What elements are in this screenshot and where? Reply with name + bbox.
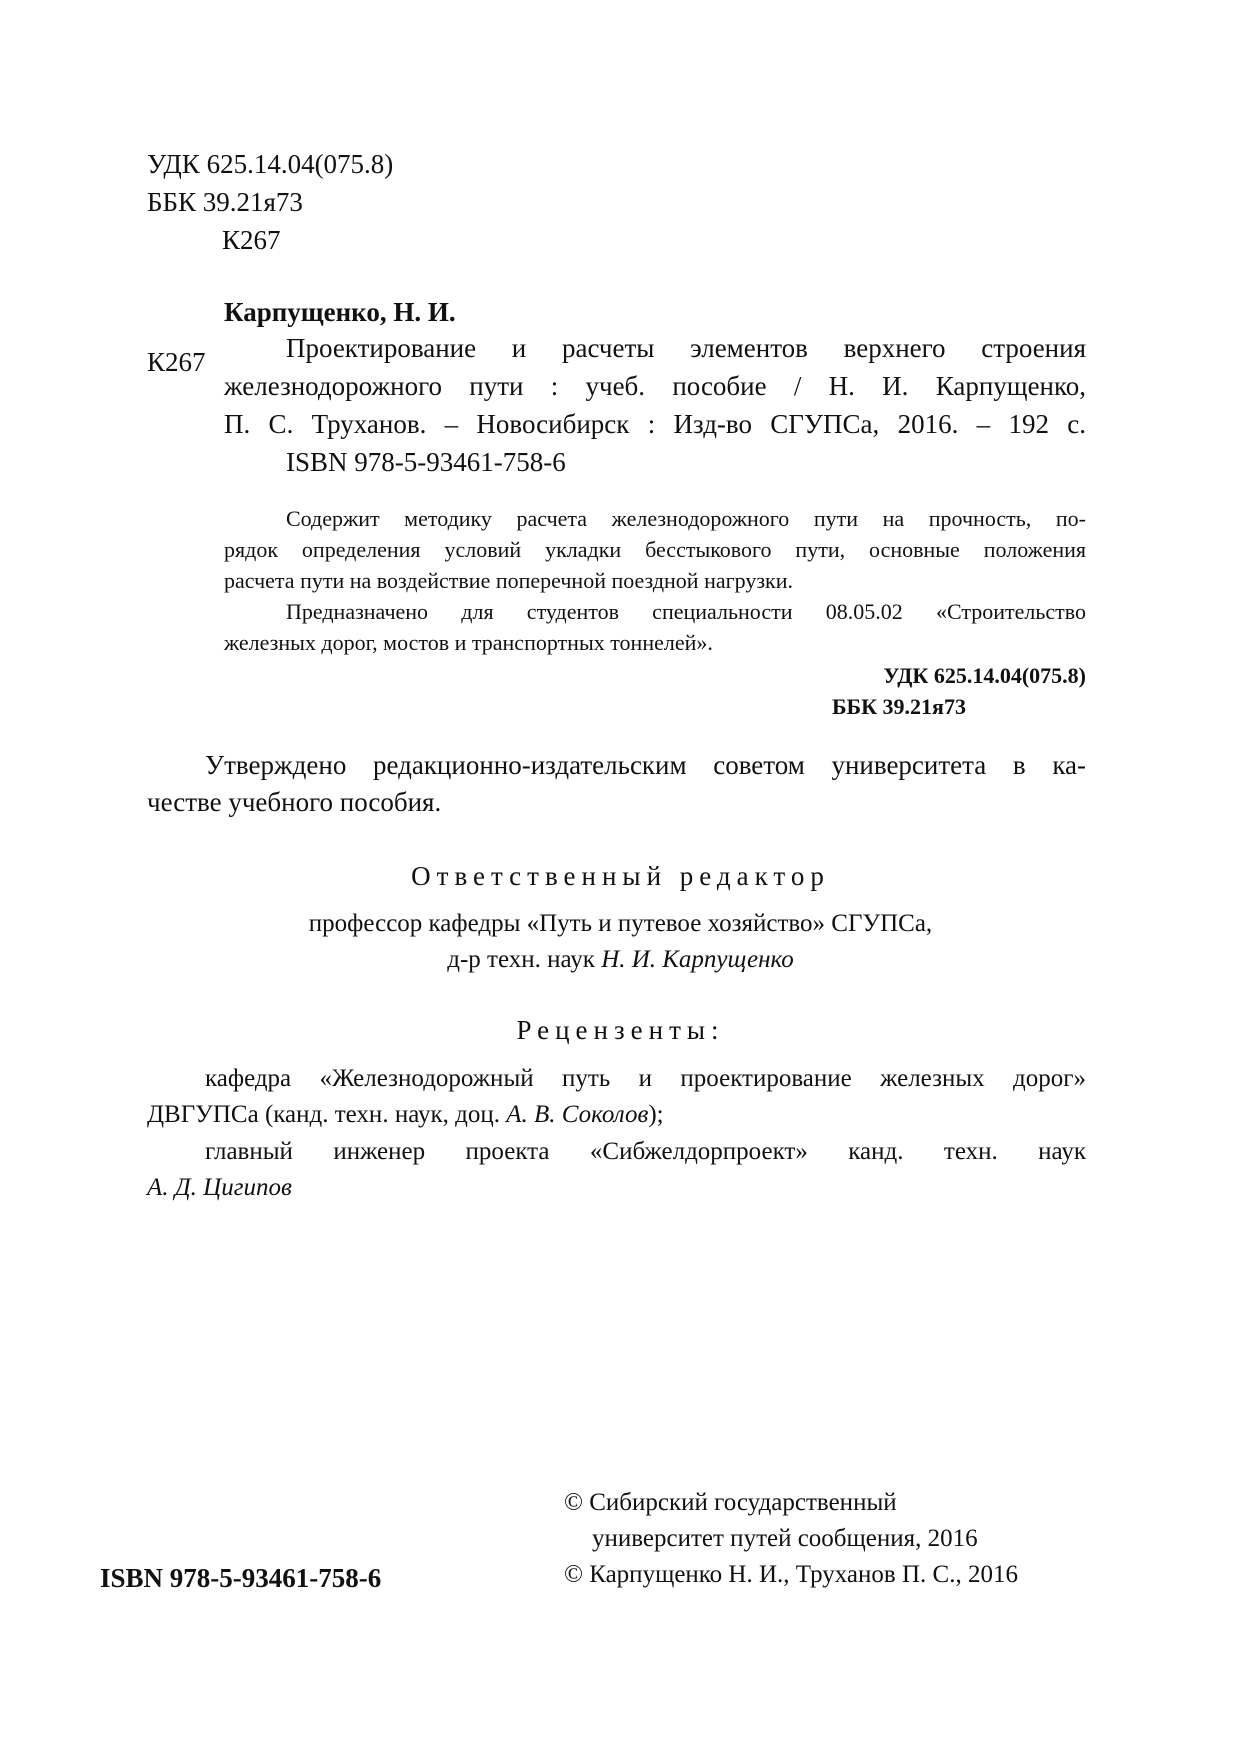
- copyright-line-2: университет путей сообщения, 2016: [592, 1525, 978, 1552]
- reviewer-2-line-1: главный инженер проекта «Сибжелдорпроект» канд. техн. наук: [205, 1138, 1086, 1165]
- reviewer-1-name: А. В. Соколов: [506, 1101, 649, 1128]
- editor-line-1: профессор кафедры «Путь и путевое хозяйство» СГУПСа,: [308, 910, 933, 937]
- annotation-line-3: расчета пути на воздействие поперечной поездной нагрузки.: [224, 568, 794, 593]
- approval-line-2: честве учебного пособия.: [147, 787, 442, 817]
- bib-title-line-2: железнодорожного пути : учеб. пособие / Н. И. Карпущенко,: [224, 371, 1086, 401]
- editor-name: Н. И. Карпущенко: [601, 946, 794, 973]
- header-author-code: К267: [222, 225, 281, 255]
- reviewer-1-line-1: кафедра «Железнодорожный путь и проектирование железных дорог»: [205, 1065, 1086, 1092]
- copyright-line-1: © Сибирский государственный: [564, 1489, 897, 1516]
- reviewer-1-close: );: [648, 1101, 664, 1128]
- bib-margin-code: К267: [147, 347, 206, 377]
- approval-line-1: Утверждено редакционно-издательским советом университета в ка-: [205, 750, 1086, 780]
- annotation-bbk: ББК 39.21я73: [832, 694, 966, 719]
- annotation-line-2: рядок определения условий укладки бесстыкового пути, основные положения: [224, 537, 1086, 562]
- annotation-udk: УДК 625.14.04(075.8): [883, 663, 1086, 688]
- header-udk: УДК 625.14.04(075.8): [147, 149, 394, 179]
- annotation-line-1: Содержит методику расчета железнодорожного пути на прочность, по-: [286, 506, 1086, 531]
- header-bbk: ББК 39.21я73: [147, 187, 303, 217]
- bib-title-line-1: Проектирование и расчеты элементов верхнего строения: [286, 333, 1086, 363]
- bib-title-line-3: П. С. Труханов. – Новосибирск : Изд-во СГУПСа, 2016. – 192 с.: [224, 409, 1086, 439]
- copyright-line-3: © Карпущенко Н. И., Труханов П. С., 2016: [564, 1561, 1018, 1588]
- bib-author: Карпущенко, Н. И.: [224, 297, 456, 327]
- editor-degree: д-р техн. наук: [447, 946, 602, 973]
- annotation-line-4: Предназначено для студентов специальности 08.05.02 «Строительство: [286, 599, 1086, 624]
- reviewers-heading: Рецензенты:: [516, 1015, 725, 1045]
- reviewer-1-line-2: [147, 1098, 664, 1131]
- editor-heading: Ответственный редактор: [411, 861, 830, 891]
- bib-isbn: ISBN 978-5-93461-758-6: [286, 447, 566, 477]
- reviewer-2-name: А. Д. Цигипов: [147, 1174, 292, 1201]
- editor-line-2: [0, 943, 1241, 976]
- annotation-line-5: железных дорог, мостов и транспортных тоннелей».: [224, 630, 713, 655]
- reviewer-1-affiliation: ДВГУПСа (канд. техн. наук, доц.: [147, 1101, 507, 1128]
- footer-isbn: ISBN 978-5-93461-758-6: [100, 1563, 382, 1593]
